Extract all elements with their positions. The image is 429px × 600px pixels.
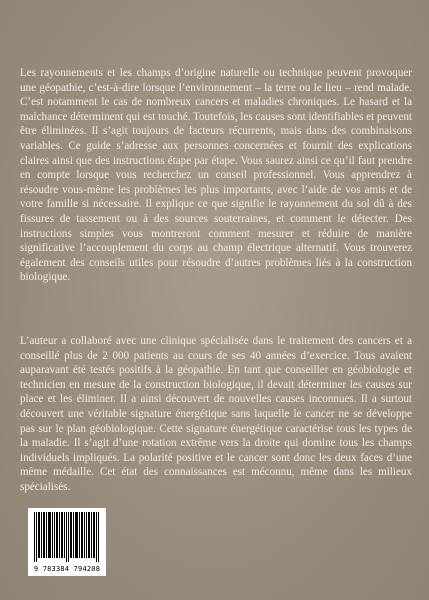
description-paragraph-1: Les rayonnements et les champs d’origine naturelle ou technique peuvent provoquer une géopathie, c’est-à-dire lorsque l’environnement – la terre ou le lieu – rend malade. C’est notamment le cas de nombreux cancers et maladies chroniques. Le hasard et la malchance déterminent qui est touché. Toutefois, les causes sont identifiables et peuvent être éliminées. Il s’agit toujours de facteurs récurrents, mais dans des combinaisons variables. Ce guide s’adresse aux personnes concernées et fournit des explications claires ainsi que des instructions étape par étape. Vous saurez ainsi ce qu’il faut prendre en compte lorsque vous recherchez un conseil professionnel. Vous apprendrez à résoudre vous-même les problèmes les plus importants, avec l’aide de vos amis et de votre famille si nécessaire. Il explique ce que signifie le rayonnement du sol dû à des fissures de tassement ou à des sources souterraines, et comment le détecter. Des instructions simples vous montreront comment mesurer et réduire de manière significative l’accouplement du corps au champ électrique alternatif. Vous trouverez également des conseils utiles pour résoudre d’autres problèmes liés à la construction biologique.: [20, 67, 412, 284]
isbn-number: 9 783384 794208: [33, 565, 101, 573]
barcode-bars: [33, 512, 101, 562]
isbn-barcode: [28, 508, 106, 576]
author-paragraph-2: L’auteur a collaboré avec une clinique spécialisée dans le traitement des cancers et a conseillé plus de 2 000 patients au cours de ses 40 années d’exercice. Tous avaient auparavant été testés positifs à la géopathie. En tant que conseiller en géobiologie et technicien en mesure de la construction biologique, il devait déterminer les causes sur place et les éliminer. Il a ainsi découvert de nouvelles causes inconnues. Il a surtout découvert une véritable signature énergétique sans laquelle le cancer ne se développe pas sur le plan géobiologique. Cette signature énergétique caractérise tous les types de la maladie. Il s’agit d’une rotation extrême vers la droite qui domine tous les champs individuels impliqués. La polarité positive et le cancer sont donc les deux faces d’une même médaille. Cet état des connaissances est méconnu, même dans les milieux spécialisés.: [20, 335, 412, 494]
